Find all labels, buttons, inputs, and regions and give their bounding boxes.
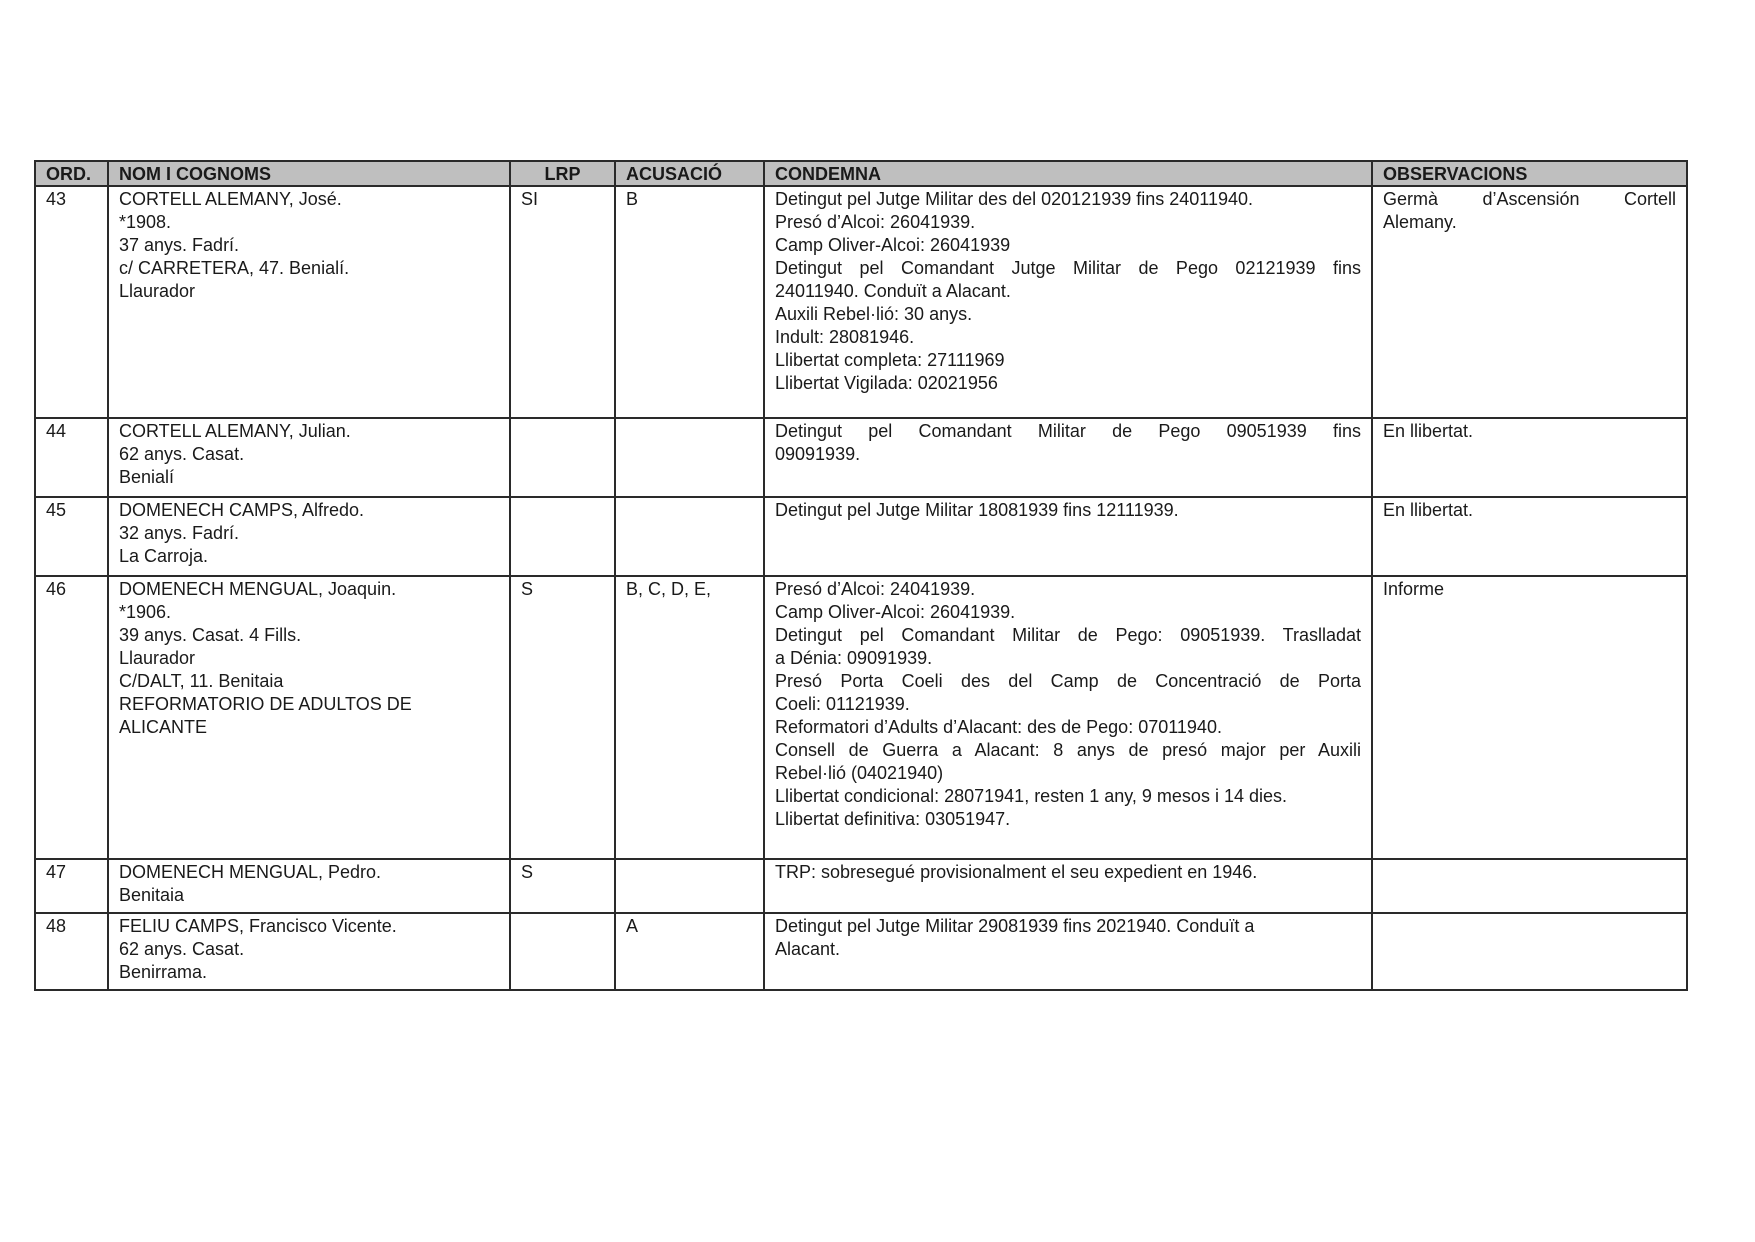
header-row <box>35 161 1687 186</box>
cell-observacions-line: Alemany. <box>1383 212 1457 232</box>
cell-ord: 46 <box>35 576 108 859</box>
cell-nom-i-cognoms-line: REFORMATORIO DE ADULTOS DE <box>119 694 412 714</box>
cell-observacions-line: En llibertat. <box>1383 421 1474 441</box>
cell-lrp: SI <box>510 186 615 418</box>
header-nom-i-cognoms: NOM I COGNOMS <box>108 161 510 186</box>
cell-condemna-line: Indult: 28081946. <box>775 327 915 347</box>
cell-nom-i-cognoms-line: Llaurador <box>119 648 196 668</box>
cell-nom-i-cognoms-line: Benialí <box>119 467 175 487</box>
cell-nom-i-cognoms-line: DOMENECH MENGUAL, Pedro. <box>119 862 382 882</box>
cell-nom-i-cognoms-line: 62 anys. Casat. <box>119 444 245 464</box>
cell-acusacio: A <box>615 913 764 990</box>
table-row <box>35 913 1687 990</box>
cell-condemna-line: Detingut pel Comandant Militar de Pego 09051939 fins <box>775 421 1361 441</box>
table-row <box>35 576 1687 859</box>
cell-ord: 43 <box>35 186 108 418</box>
cell-observacions <box>1372 576 1687 859</box>
header-condemna: CONDEMNA <box>764 161 1372 186</box>
cell-nom-i-cognoms-line: 39 anys. Casat. 4 Fills. <box>119 625 302 645</box>
header-lrp: LRP <box>510 161 615 186</box>
cell-condemna-line: 09091939. <box>775 444 861 464</box>
cell-condemna <box>764 576 1372 859</box>
cell-nom-i-cognoms-line: CORTELL ALEMANY, José. <box>119 189 342 209</box>
cell-acusacio: B, C, D, E, <box>615 576 764 859</box>
cell-condemna <box>764 418 1372 497</box>
cell-lrp: S <box>510 859 615 913</box>
cell-nom-i-cognoms <box>108 913 510 990</box>
cell-condemna-line: Presó d’Alcoi: 26041939. <box>775 212 976 232</box>
cell-ord: 45 <box>35 497 108 576</box>
cell-condemna-line: Llibertat Vigilada: 02021956 <box>775 373 998 393</box>
cell-condemna-line: Llibertat completa: 27111969 <box>775 350 1005 370</box>
cell-condemna-line: Llibertat condicional: 28071941, resten 1 any, 9 mesos i 14 dies. <box>775 786 1287 806</box>
cell-acusacio <box>615 497 764 576</box>
cell-nom-i-cognoms-line: FELIU CAMPS, Francisco Vicente. <box>119 916 397 936</box>
cell-condemna-line: Presó d’Alcoi: 24041939. <box>775 579 976 599</box>
cell-condemna <box>764 497 1372 576</box>
cell-lrp <box>510 497 615 576</box>
cell-nom-i-cognoms-line: Benitaia <box>119 885 185 905</box>
table-row <box>35 497 1687 576</box>
table-row <box>35 859 1687 913</box>
cell-nom-i-cognoms <box>108 576 510 859</box>
cell-condemna-line: Consell de Guerra a Alacant: 8 anys de presó major per Auxili <box>775 740 1361 760</box>
cell-acusacio <box>615 418 764 497</box>
cell-nom-i-cognoms-line: DOMENECH CAMPS, Alfredo. <box>119 500 365 520</box>
cell-condemna-line: Auxili Rebel·lió: 30 anys. <box>775 304 973 324</box>
cell-observacions <box>1372 497 1687 576</box>
cell-nom-i-cognoms-line: c/ CARRETERA, 47. Benialí. <box>119 258 350 278</box>
cell-condemna-line: Camp Oliver-Alcoi: 26041939. <box>775 602 1016 622</box>
header-observacions: OBSERVACIONS <box>1372 161 1687 186</box>
cell-observacions <box>1372 859 1687 913</box>
cell-nom-i-cognoms <box>108 497 510 576</box>
cell-condemna-line: Reformatori d’Adults d’Alacant: des de Pego: 07011940. <box>775 717 1222 737</box>
cell-ord: 44 <box>35 418 108 497</box>
cell-condemna <box>764 913 1372 990</box>
cell-condemna-line: 24011940. Conduït a Alacant. <box>775 281 1011 301</box>
cell-condemna-line: Presó Porta Coeli des del Camp de Concentració de Porta <box>775 671 1361 691</box>
cell-condemna-line: Rebel·lió (04021940) <box>775 763 944 783</box>
cell-ord: 48 <box>35 913 108 990</box>
cell-condemna-line: Detingut pel Jutge Militar des del 020121939 fins 24011940. <box>775 189 1254 209</box>
cell-nom-i-cognoms-line: CORTELL ALEMANY, Julian. <box>119 421 351 441</box>
cell-observacions <box>1372 418 1687 497</box>
cell-observacions-line: Informe <box>1383 579 1445 599</box>
cell-observacions <box>1372 186 1687 418</box>
cell-nom-i-cognoms-line: *1906. <box>119 602 172 622</box>
cell-acusacio <box>615 859 764 913</box>
cell-observacions-line: En llibertat. <box>1383 500 1474 520</box>
cell-nom-i-cognoms-line: ALICANTE <box>119 717 208 737</box>
cell-acusacio: B <box>615 186 764 418</box>
cell-nom-i-cognoms-line: *1908. <box>119 212 172 232</box>
cell-condemna-line: a Dénia: 09091939. <box>775 648 933 668</box>
cell-lrp <box>510 418 615 497</box>
cell-condemna-line: Detingut pel Comandant Militar de Pego: 09051939. Traslladat <box>775 625 1361 645</box>
cell-observacions <box>1372 913 1687 990</box>
cell-nom-i-cognoms-line: La Carroja. <box>119 546 209 566</box>
cell-ord: 47 <box>35 859 108 913</box>
cell-condemna-line: Coeli: 01121939. <box>775 694 910 714</box>
cell-lrp <box>510 913 615 990</box>
cell-nom-i-cognoms-line: DOMENECH MENGUAL, Joaquin. <box>119 579 397 599</box>
cell-condemna-line: Camp Oliver-Alcoi: 26041939 <box>775 235 1011 255</box>
cell-nom-i-cognoms <box>108 186 510 418</box>
table-body <box>35 186 1687 990</box>
cell-nom-i-cognoms-line: C/DALT, 11. Benitaia <box>119 671 284 691</box>
cell-condemna <box>764 186 1372 418</box>
cell-lrp: S <box>510 576 615 859</box>
cell-nom-i-cognoms-line: 37 anys. Fadrí. <box>119 235 240 255</box>
table-header <box>35 161 1687 186</box>
table-row <box>35 418 1687 497</box>
cell-condemna-line: Detingut pel Jutge Militar 18081939 fins 12111939. <box>775 500 1179 520</box>
cell-condemna <box>764 859 1372 913</box>
cell-condemna-line: Detingut pel Comandant Jutge Militar de Pego 02121939 fins <box>775 258 1361 278</box>
prisoner-records-table <box>34 160 1688 991</box>
cell-nom-i-cognoms-line: Benirrama. <box>119 962 208 982</box>
cell-nom-i-cognoms-line: 32 anys. Fadrí. <box>119 523 240 543</box>
header-ord: ORD. <box>35 161 108 186</box>
cell-condemna-line: TRP: sobresegué provisionalment el seu expedient en 1946. <box>775 862 1258 882</box>
cell-condemna-line: Llibertat definitiva: 03051947. <box>775 809 1011 829</box>
cell-condemna-line: Alacant. <box>775 939 841 959</box>
header-acusacio: ACUSACIÓ <box>615 161 764 186</box>
cell-observacions-line: Germà d’Ascensión Cortell <box>1383 189 1676 209</box>
cell-nom-i-cognoms-line: Llaurador <box>119 281 196 301</box>
cell-condemna-line: Detingut pel Jutge Militar 29081939 fins 2021940. Conduït a <box>775 916 1255 936</box>
cell-nom-i-cognoms <box>108 859 510 913</box>
cell-nom-i-cognoms-line: 62 anys. Casat. <box>119 939 245 959</box>
cell-nom-i-cognoms <box>108 418 510 497</box>
table-row <box>35 186 1687 418</box>
